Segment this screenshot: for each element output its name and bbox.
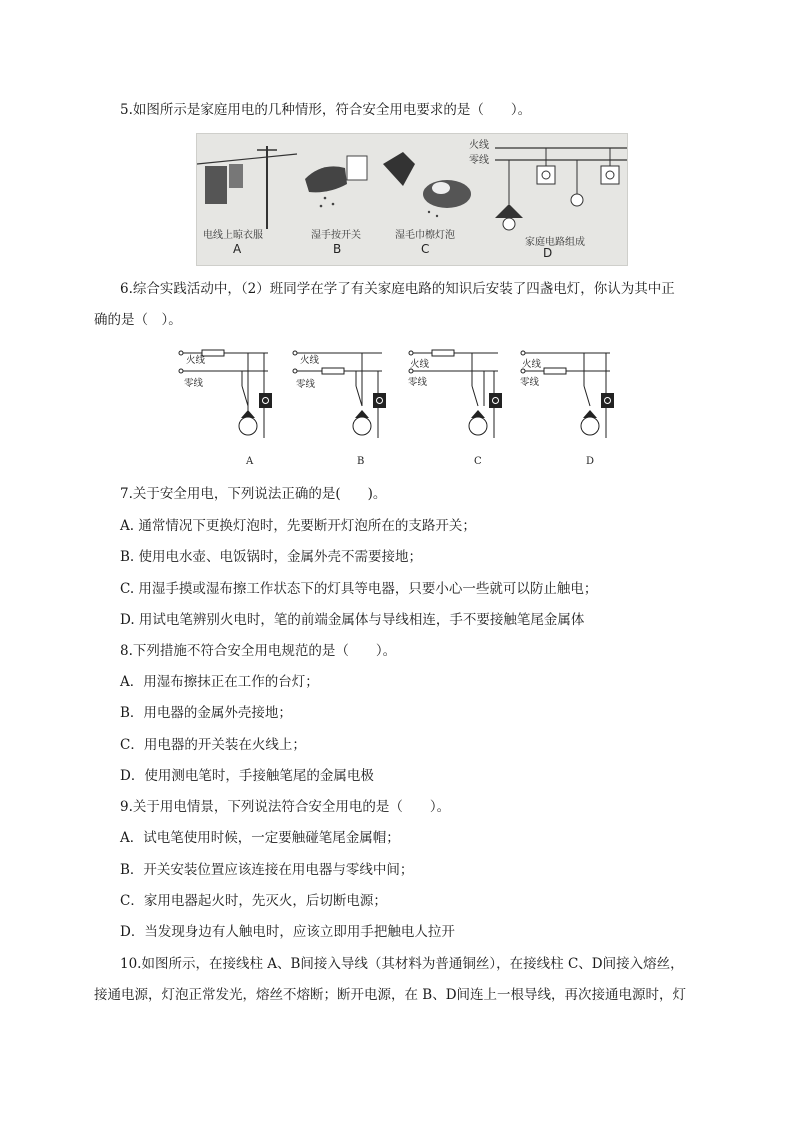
- diagram-letter-c: C: [474, 456, 482, 467]
- question-9-option-b: B．开关安装位置应该连接在用电器与零线中间；: [120, 862, 414, 878]
- question-10-line-1: 10.如图所示，在接线柱 A、B间接入导线（其材料为普通铜丝），在接线柱 C、D间接入熔丝，: [120, 956, 684, 972]
- letter-b: B: [333, 242, 342, 256]
- question-6-line-1: 6.综合实践活动中，（2）班同学在学了有关家庭电路的知识后安装了四盏电灯，你认为其中正: [120, 281, 675, 297]
- question-8: 8.下列措施不符合安全用电规范的是（ ）。: [120, 643, 397, 659]
- household-electricity-figure: [196, 133, 628, 266]
- question-9-option-c: C．家用电器起火时，先灭火，后切断电源；: [120, 893, 387, 909]
- diagram-letter-d: D: [586, 456, 595, 467]
- question-8-option-c: C．用电器的开关装在火线上；: [120, 737, 306, 753]
- letter-a: A: [233, 242, 242, 256]
- question-8-option-a: A．用湿布擦抹正在工作的台灯；: [120, 674, 319, 690]
- letter-d: D: [543, 246, 553, 260]
- question-7-option-a: A. 通常情况下更换灯泡时，先要断开灯泡所在的支路开关；: [120, 518, 476, 534]
- diagram-letter-b: B: [357, 456, 365, 467]
- question-7-option-b: B. 使用电水壶、电饭锅时，金属外壳不需要接地；: [120, 549, 423, 565]
- wiring-diagrams: [178, 346, 624, 456]
- question-9-option-a: A．试电笔使用时候，一定要触碰笔尾金属帽；: [120, 830, 400, 846]
- neutral-wire-label: 零线: [469, 155, 489, 166]
- wiring-diagrams-figure: [178, 346, 624, 472]
- question-8-option-b: B．用电器的金属外壳接地；: [120, 705, 292, 721]
- caption-c: 湿毛巾檫灯泡: [395, 230, 455, 241]
- diagram-b-neutral-label: 零线: [296, 379, 316, 390]
- diagram-a-neutral-label: 零线: [184, 378, 204, 389]
- question-9: 9.关于用电情景，下列说法符合安全用电的是（ ）。: [120, 799, 451, 815]
- diagram-d-live-label: 火线: [522, 359, 542, 370]
- question-9-option-d: D．当发现身边有人触电时，应该立即用手把触电人拉开: [120, 924, 455, 940]
- caption-a: 电线上晾衣服: [203, 230, 263, 241]
- diagram-c-live-label: 火线: [410, 359, 430, 370]
- diagram-d-neutral-label: 零线: [520, 377, 540, 388]
- diagram-c-neutral-label: 零线: [408, 377, 428, 388]
- question-7-option-c: C. 用湿手摸或湿布擦工作状态下的灯具等电器，只要小心一些就可以防止触电；: [120, 581, 598, 597]
- question-10-line-2: 接通电源，灯泡正常发光，熔丝不熔断；断开电源，在 B、D间连上一根导线，再次接通电源时，灯: [94, 987, 687, 1003]
- caption-d: 家庭电路组成: [525, 237, 585, 248]
- question-8-option-d: D．使用测电笔时，手接触笔尾的金属电极: [120, 768, 374, 784]
- diagram-a-live-label: 火线: [186, 355, 206, 366]
- caption-b: 湿手按开关: [311, 230, 361, 241]
- diagram-letter-a: A: [246, 456, 254, 467]
- letter-c: C: [421, 242, 430, 256]
- question-5: 5.如图所示是家庭用电的几种情形，符合安全用电要求的是（ ）。: [120, 102, 532, 118]
- question-6-line-2: 确的是（ ）。: [94, 312, 182, 328]
- question-7-option-d: D. 用试电笔辨别火电时，笔的前端金属体与导线相连，手不要接触笔尾金属体: [120, 612, 585, 628]
- diagram-b-live-label: 火线: [300, 355, 320, 366]
- live-wire-label: 火线: [469, 140, 489, 151]
- question-7: 7.关于安全用电，下列说法正确的是( )。: [120, 486, 387, 502]
